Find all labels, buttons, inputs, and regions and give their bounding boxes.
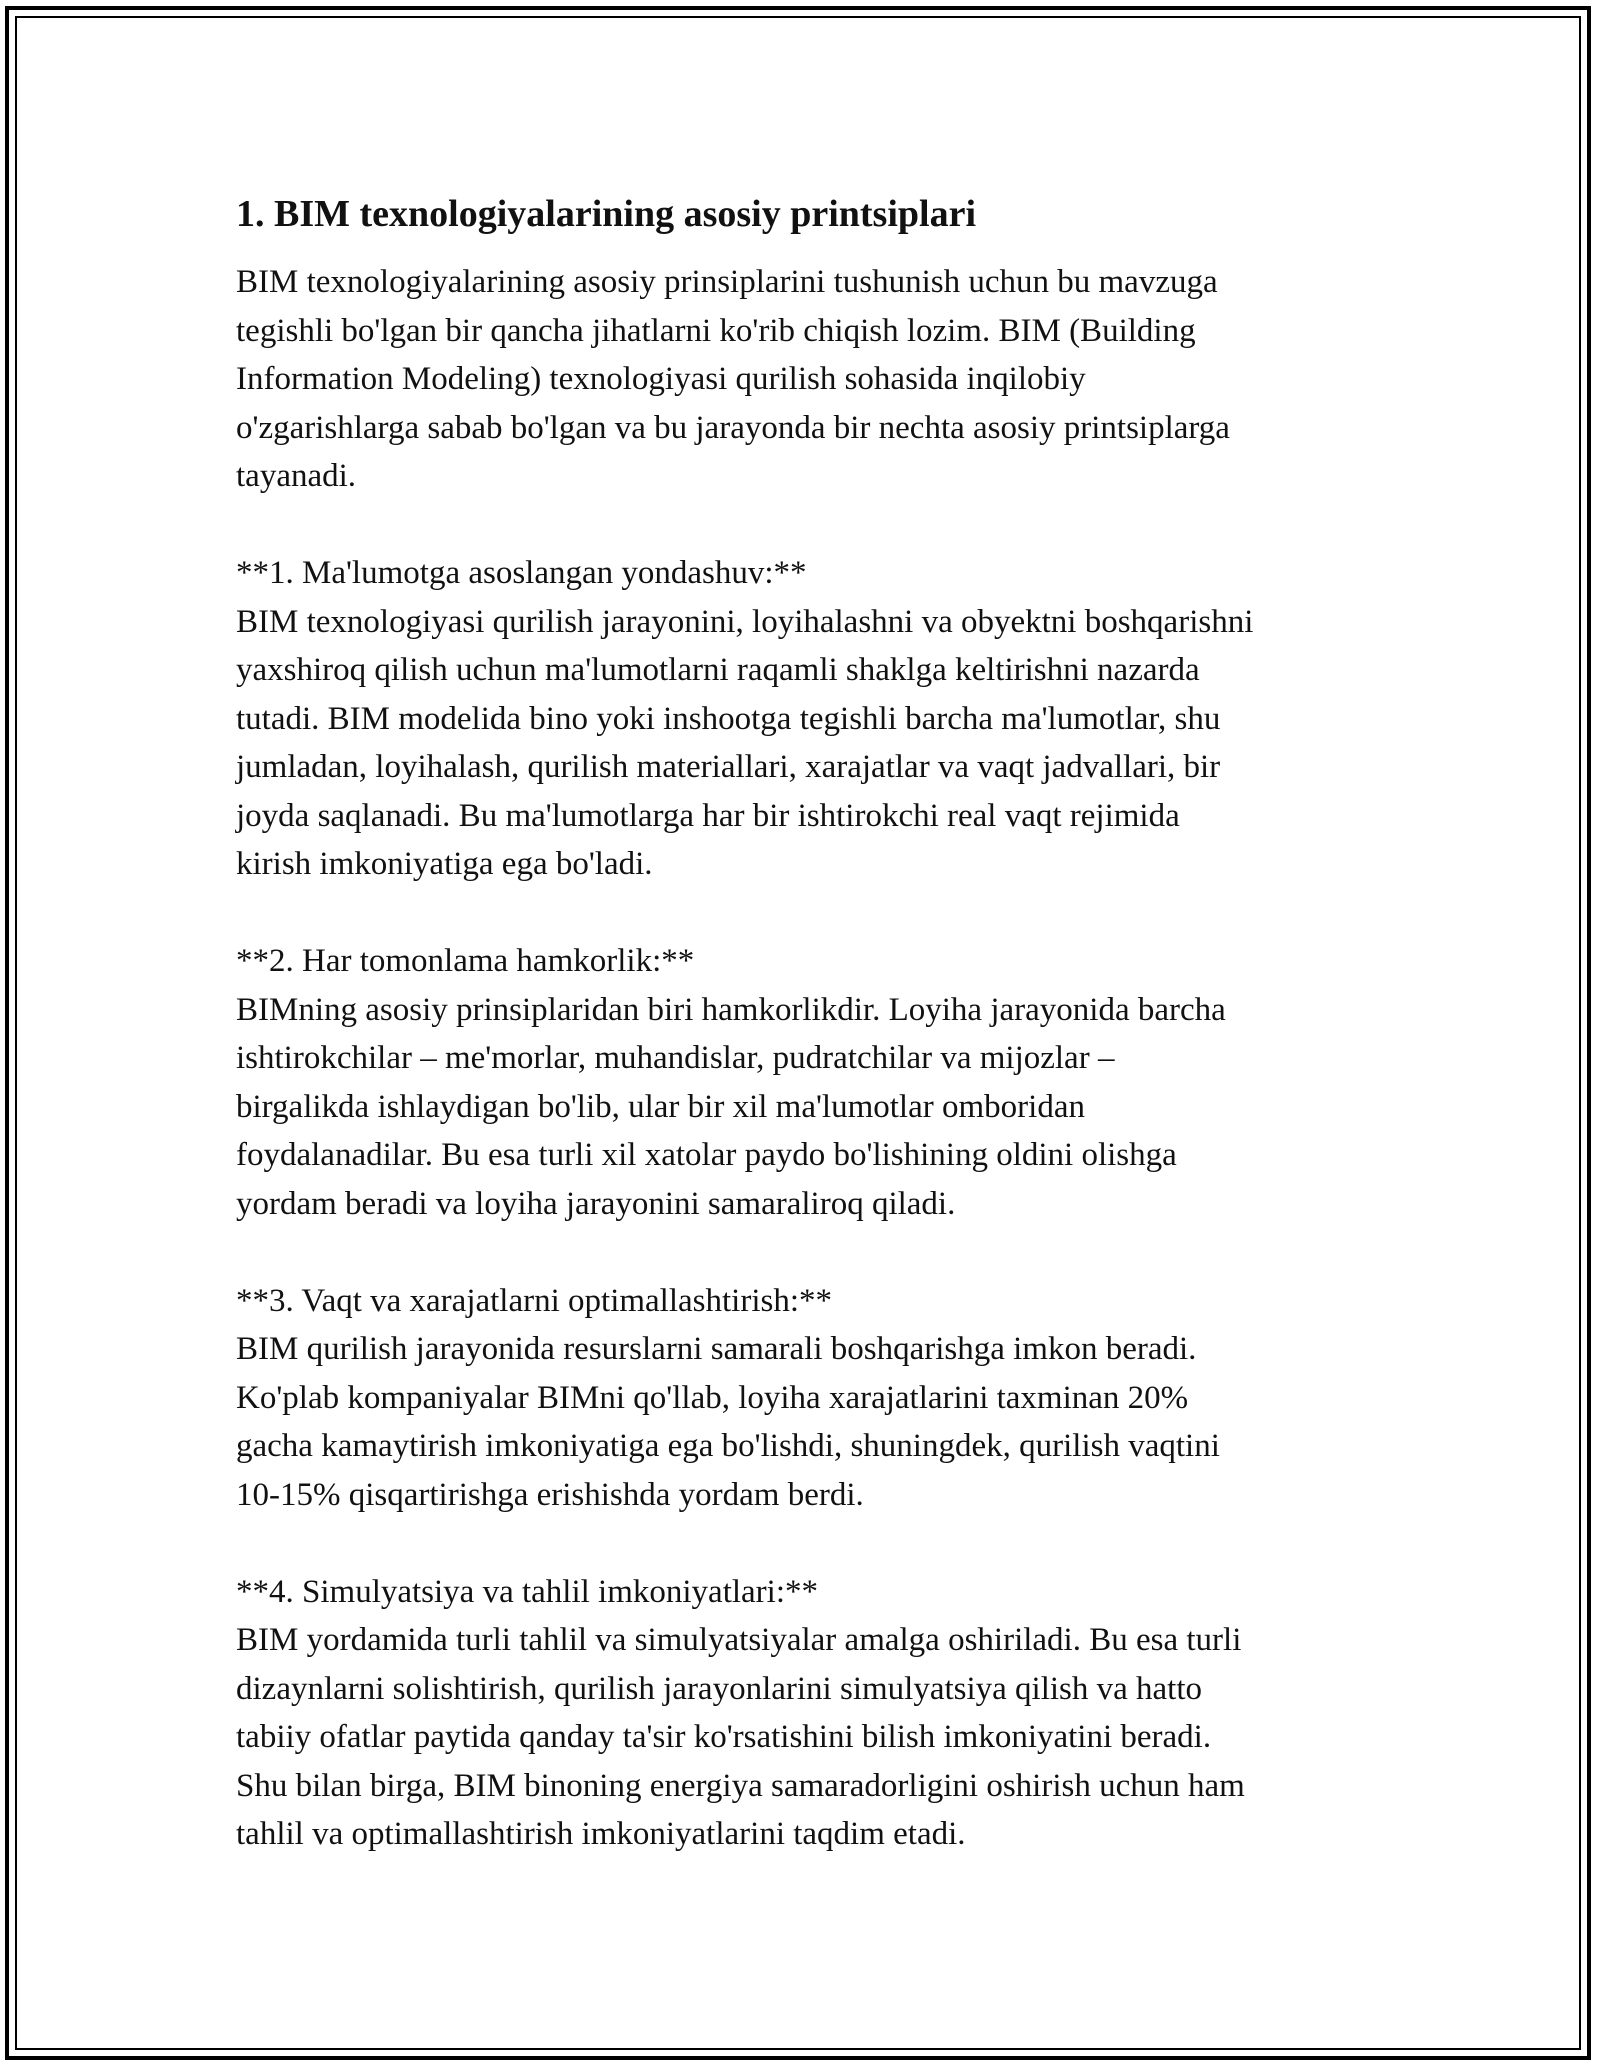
paragraph-line: BIMning asosiy prinsiplaridan biri hamkorlikdir. Loyiha jarayonida barcha: [236, 991, 1226, 1028]
section-paragraph: [236, 1325, 1386, 1519]
paragraph-line: tayanadi.: [236, 458, 357, 494]
paragraph-line: BIM yordamida turli tahlil va simulyatsiyalar amalga oshiriladi. Bu esa turli: [236, 1622, 1242, 1658]
paragraph-line: yordam beradi va loyiha jarayonini samaraliroq qiladi.: [236, 1185, 956, 1222]
paragraph-line: joyda saqlanadi. Bu ma'lumotlarga har bir ishtirokchi real vaqt rejimida: [236, 797, 1180, 834]
document-title: 1. BIM texnologiyalarining asosiy printsiplari: [236, 193, 977, 235]
section-paragraph: [236, 598, 1386, 889]
paragraph-line: o'zgarishlarga sabab bo'lgan va bu jarayonda bir nechta asosiy printsiplarga: [236, 409, 1230, 446]
paragraph-line: tutadi. BIM modelida bino yoki inshootga tegishli barcha ma'lumotlar, shu: [236, 700, 1221, 737]
section-heading: **4. Simulyatsiya va tahlil imkoniyatlari:**: [236, 1573, 819, 1610]
section-paragraph: [236, 1616, 1386, 1859]
section-heading: **2. Har tomonlama hamkorlik:**: [236, 943, 695, 979]
intro-paragraph: [236, 258, 1386, 501]
paragraph-line: kirish imkoniyatiga ega bo'ladi.: [236, 846, 653, 882]
paragraph-line: Information Modeling) texnologiyasi qurilish sohasida inqilobiy: [236, 361, 1086, 397]
paragraph-line: BIM texnologiyalarining asosiy prinsiplarini tushunish uchun bu mavzuga: [236, 264, 1218, 300]
paragraph-line: gacha kamaytirish imkoniyatiga ega bo'lishdi, shuningdek, qurilish vaqtini: [236, 1428, 1220, 1464]
paragraph-line: birgalikda ishlaydigan bo'lib, ular bir xil ma'lumotlar omboridan: [236, 1088, 1085, 1125]
paragraph-line: Shu bilan birga, BIM binoning energiya samaradorligini oshirish uchun ham: [236, 1767, 1245, 1804]
paragraph-line: Ko'plab kompaniyalar BIMni qo'llab, loyiha xarajatlarini taxminan 20%: [236, 1379, 1189, 1416]
section-collaboration: [236, 937, 1386, 1228]
paragraph-line: tabiiy ofatlar paytida qanday ta'sir ko'rsatishini bilish imkoniyatini beradi.: [236, 1719, 1212, 1755]
section-simulation: [236, 1568, 1386, 1859]
section-optimization: [236, 1277, 1386, 1520]
paragraph-line: dizaynlarni solishtirish, qurilish jarayonlarini simulyatsiya qilish va hatto: [236, 1670, 1203, 1707]
document-body: [236, 188, 1386, 1859]
section-data-approach: [236, 549, 1386, 889]
paragraph-line: jumladan, loyihalash, qurilish materiallari, xarajatlar va vaqt jadvallari, bir: [236, 749, 1221, 785]
paragraph-line: 10-15% qisqartirishga erishishda yordam berdi.: [236, 1476, 864, 1513]
paragraph-line: BIM texnologiyasi qurilish jarayonini, loyihalashni va obyektni boshqarishni: [236, 603, 1254, 640]
paragraph-line: tegishli bo'lgan bir qancha jihatlarni ko'rib chiqish lozim. BIM (Building: [236, 312, 1196, 349]
paragraph-line: BIM qurilish jarayonida resurslarni samarali boshqarishga imkon beradi.: [236, 1331, 1197, 1367]
paragraph-line: foydalanadilar. Bu esa turli xil xatolar paydo bo'lishining oldini olishga: [236, 1137, 1177, 1173]
paragraph-line: tahlil va optimallashtirish imkoniyatlarini taqdim etadi.: [236, 1816, 966, 1852]
paragraph-line: yaxshiroq qilish uchun ma'lumotlarni raqamli shaklga keltirishni nazarda: [236, 652, 1200, 688]
section-heading: **3. Vaqt va xarajatlarni optimallashtirish:**: [236, 1282, 833, 1319]
paragraph-line: ishtirokchilar – me'morlar, muhandislar, pudratchilar va mijozlar –: [236, 1040, 1115, 1076]
section-paragraph: [236, 986, 1386, 1229]
section-heading: **1. Ma'lumotga asoslangan yondashuv:**: [236, 555, 807, 591]
